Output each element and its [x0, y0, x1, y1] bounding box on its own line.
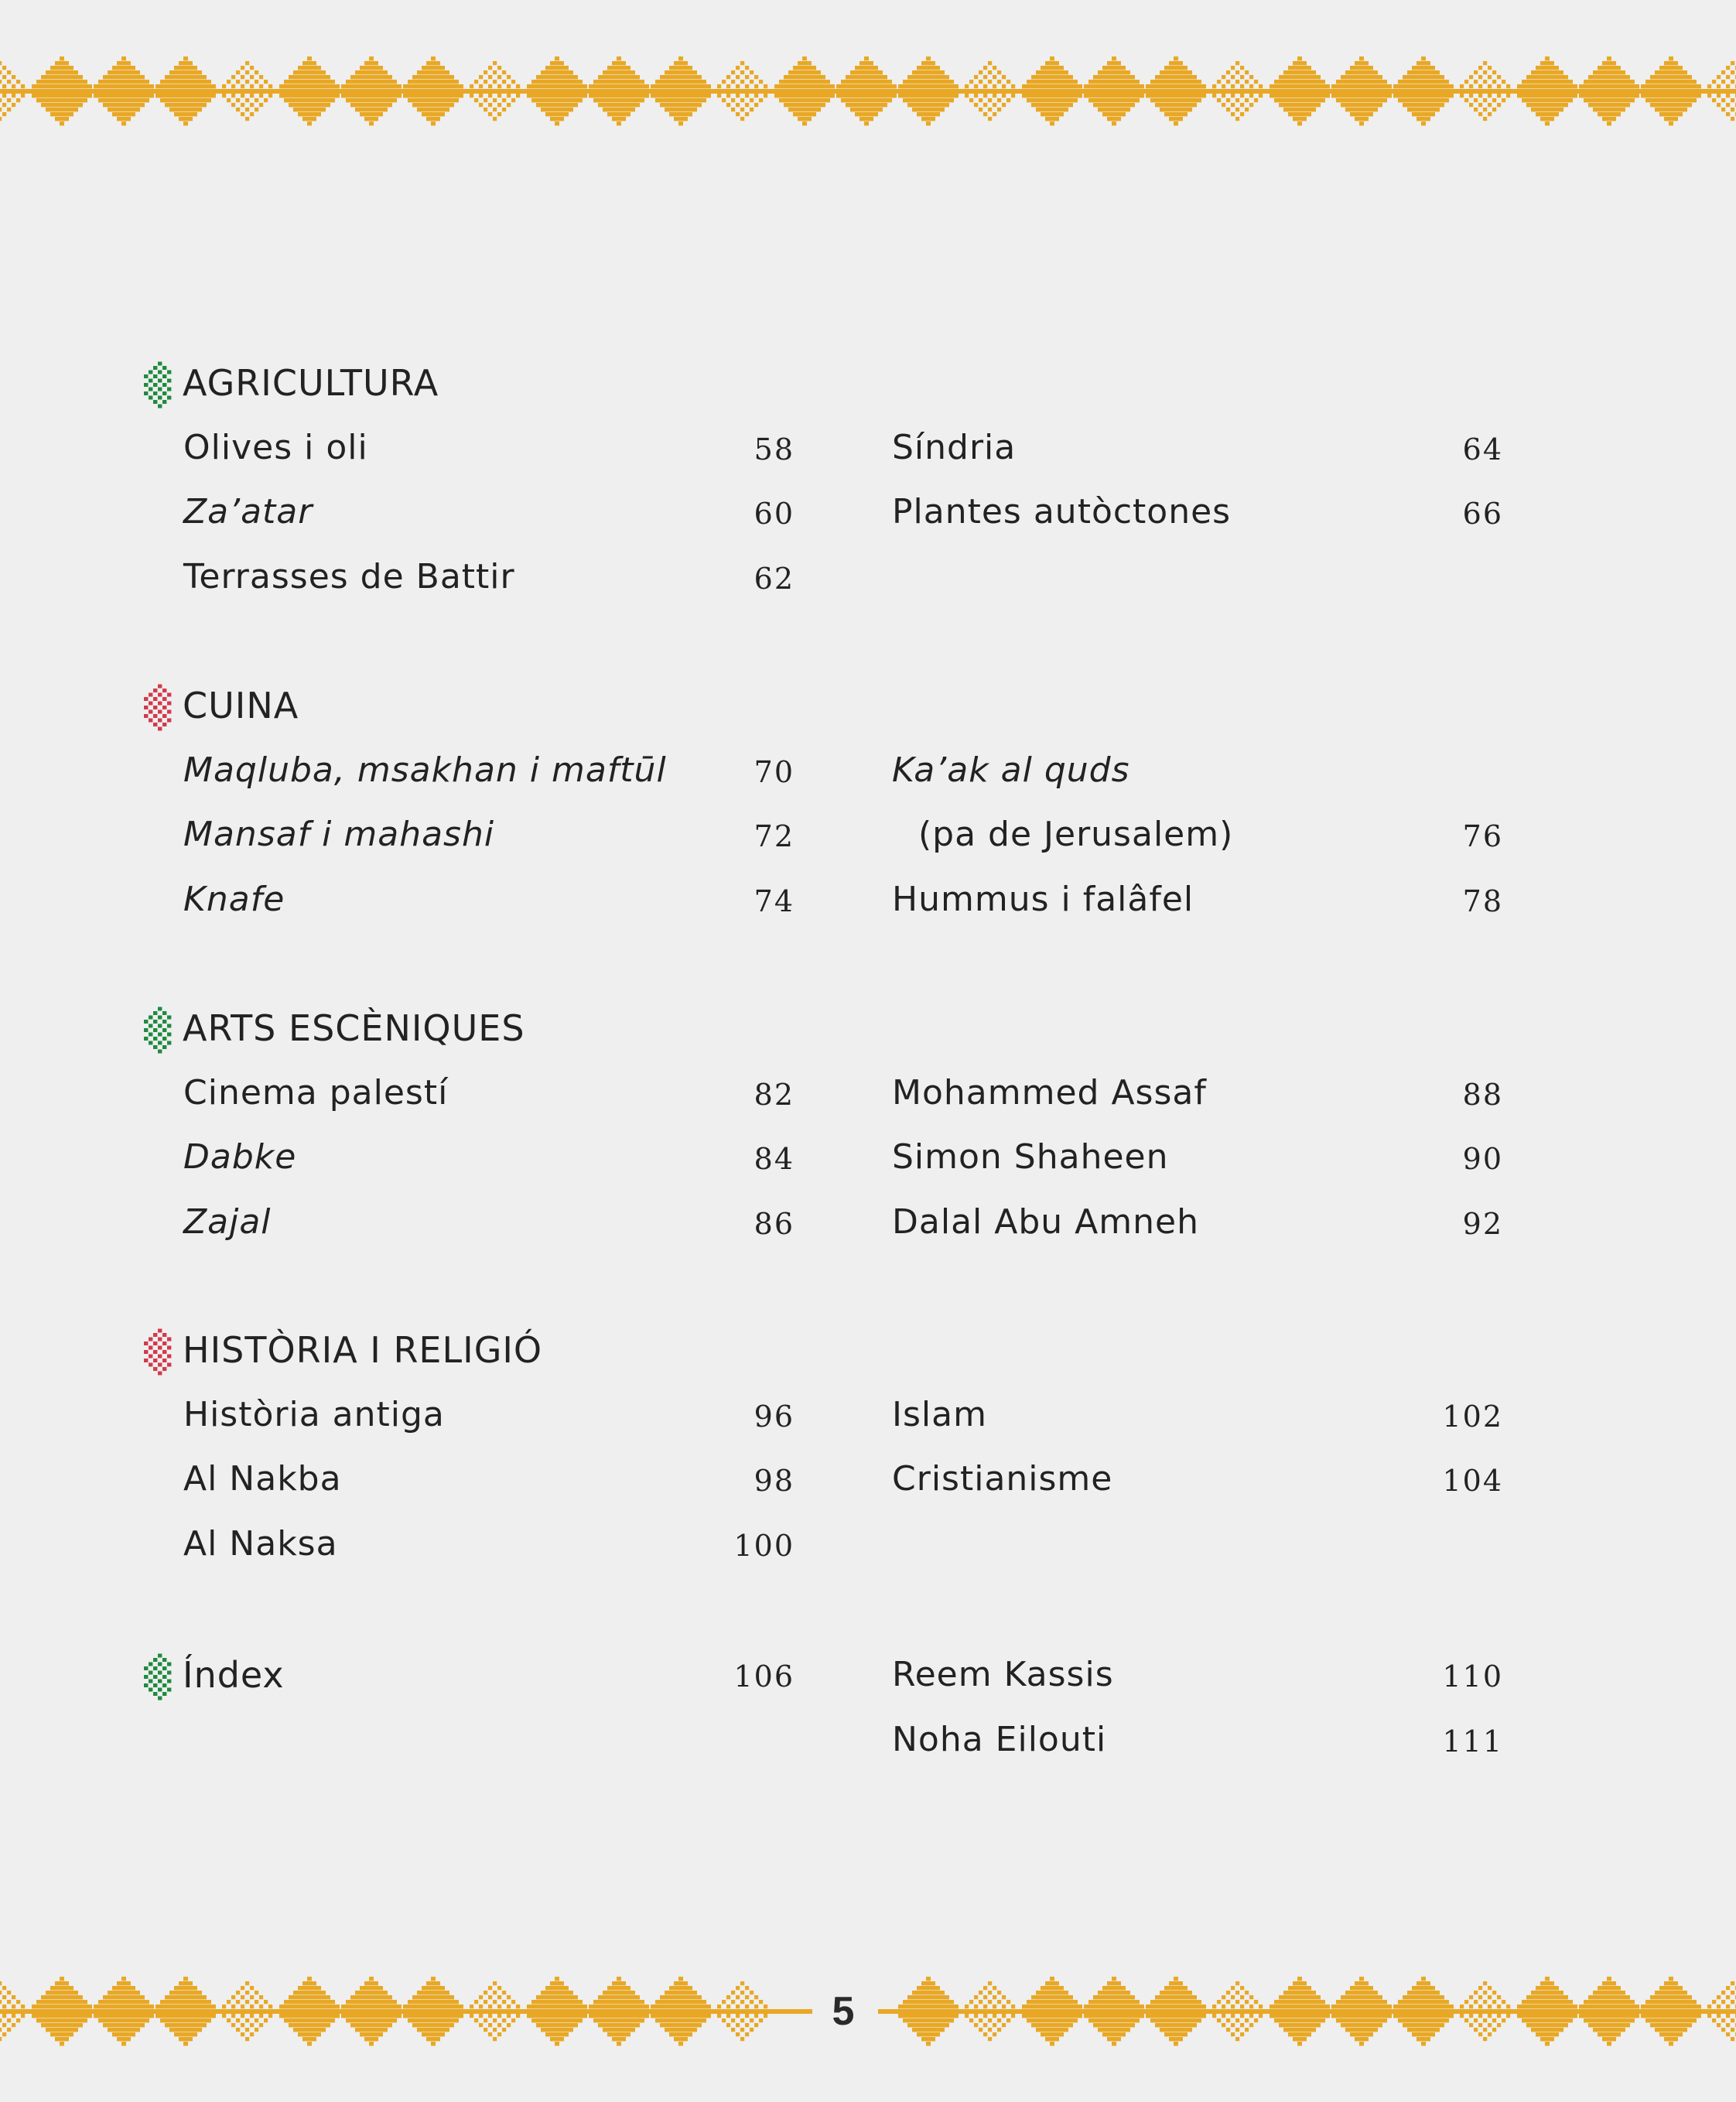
entry-title: Història antiga: [183, 1394, 445, 1434]
entry-page: 60: [754, 497, 795, 531]
entry-title: (pa de Jerusalem): [918, 815, 1234, 854]
entry-page: 86: [754, 1206, 795, 1241]
toc-entry[interactable]: [183, 1195, 795, 1249]
bottom-cross-stitch-border: [0, 1977, 1736, 2046]
entry-title: Mansaf i mahashi: [183, 815, 495, 854]
toc-entry[interactable]: [183, 873, 795, 927]
entry-page: 78: [1462, 884, 1503, 918]
entry-title: Terrasses de Battir: [183, 556, 515, 596]
entry-title: Simon Shaheen: [892, 1137, 1169, 1177]
entry-title: Zajal: [183, 1201, 272, 1242]
entry-page: 102: [1442, 1399, 1503, 1434]
entry-page: 66: [1462, 497, 1503, 531]
entry-page: 84: [754, 1142, 795, 1176]
toc-entry[interactable]: [892, 485, 1503, 539]
entry-page: 58: [754, 432, 795, 467]
entry-page: 62: [754, 561, 795, 596]
entry-title: Cinema palestí: [183, 1072, 449, 1113]
section-title: CUINA: [183, 685, 299, 726]
entry-title: Plantes autòctones: [892, 492, 1232, 531]
toc-entry[interactable]: [892, 421, 1503, 475]
entry-title: Mohammed Assaf: [892, 1072, 1207, 1113]
entry-title: Noha Eilouti: [892, 1719, 1107, 1759]
red-cross-stitch-icon: [139, 678, 176, 733]
entry-title: Maqluba, msakhan i maftūl: [183, 750, 667, 790]
entry-page: 74: [754, 884, 795, 918]
toc-entry[interactable]: [183, 1066, 795, 1120]
toc-entry[interactable]: [183, 808, 795, 862]
red-cross-stitch-icon: [139, 1323, 176, 1377]
toc-entry[interactable]: [892, 1648, 1503, 1702]
entry-page: 96: [754, 1399, 795, 1434]
entry-page: 104: [1442, 1464, 1503, 1498]
toc-entry[interactable]: [892, 1452, 1503, 1506]
toc-entry[interactable]: [892, 1130, 1503, 1184]
entry-title: Reem Kassis: [892, 1655, 1114, 1694]
entry-page: 70: [754, 754, 795, 789]
entry-page: 88: [1462, 1077, 1503, 1112]
toc-entry[interactable]: [183, 550, 795, 604]
section-title: ARTS ESCÈNIQUES: [183, 1007, 525, 1049]
entry-title: Síndria: [892, 427, 1017, 467]
entry-page: 111: [1442, 1724, 1503, 1759]
green-cross-stitch-icon: [139, 356, 176, 410]
section-title: AGRICULTURA: [183, 362, 439, 404]
toc-entry[interactable]: [892, 1066, 1503, 1120]
entry-title: Al Naksa: [183, 1523, 338, 1564]
entry-title: Olives i oli: [183, 427, 368, 467]
toc-entry[interactable]: [892, 1713, 1503, 1767]
entry-title: Al Nakba: [183, 1459, 342, 1499]
toc-entry[interactable]: [183, 743, 795, 798]
entry-title: Za’atar: [183, 492, 313, 531]
entry-page: 72: [754, 819, 795, 853]
entry-title: Dabke: [183, 1137, 297, 1177]
entry-page: 76: [1462, 819, 1503, 853]
entry-title: Cristianisme: [892, 1459, 1113, 1499]
entry-page: 82: [754, 1077, 795, 1112]
entry-title: Knafe: [183, 879, 285, 919]
toc-entry[interactable]: [183, 1517, 795, 1571]
toc-entry[interactable]: [892, 873, 1503, 927]
toc-entry[interactable]: [183, 421, 795, 475]
entry-page: 64: [1462, 432, 1503, 467]
toc-entry[interactable]: [892, 1195, 1503, 1249]
entry-page: 110: [1442, 1659, 1503, 1694]
entry-title: Hummus i falâfel: [892, 879, 1194, 919]
top-cross-stitch-border: [0, 56, 1736, 126]
entry-page: 100: [733, 1528, 795, 1563]
page-number: 5: [822, 1981, 865, 2042]
toc-entry[interactable]: [892, 743, 1503, 798]
entry-page: 98: [754, 1464, 795, 1498]
toc-entry[interactable]: [183, 1130, 795, 1184]
entry-title: Islam: [892, 1394, 987, 1434]
toc-entry[interactable]: [183, 1388, 795, 1442]
green-cross-stitch-icon: [139, 1001, 176, 1055]
entry-title: Dalal Abu Amneh: [892, 1201, 1199, 1242]
entry-page: 92: [1462, 1206, 1503, 1241]
entry-page: 90: [1462, 1142, 1503, 1176]
entry-title: Ka’ak al quds: [892, 750, 1130, 790]
section-title: HISTÒRIA I RELIGIÓ: [183, 1329, 543, 1371]
section-page-number: [183, 1648, 795, 1702]
toc-entry[interactable]: [183, 485, 795, 539]
toc-entry[interactable]: [183, 1452, 795, 1506]
section-title: Índex: [183, 1654, 285, 1696]
entry-page: 106: [733, 1659, 795, 1694]
green-cross-stitch-icon: [139, 1648, 176, 1702]
toc-entry[interactable]: [892, 1388, 1503, 1442]
toc-entry[interactable]: [892, 808, 1503, 862]
